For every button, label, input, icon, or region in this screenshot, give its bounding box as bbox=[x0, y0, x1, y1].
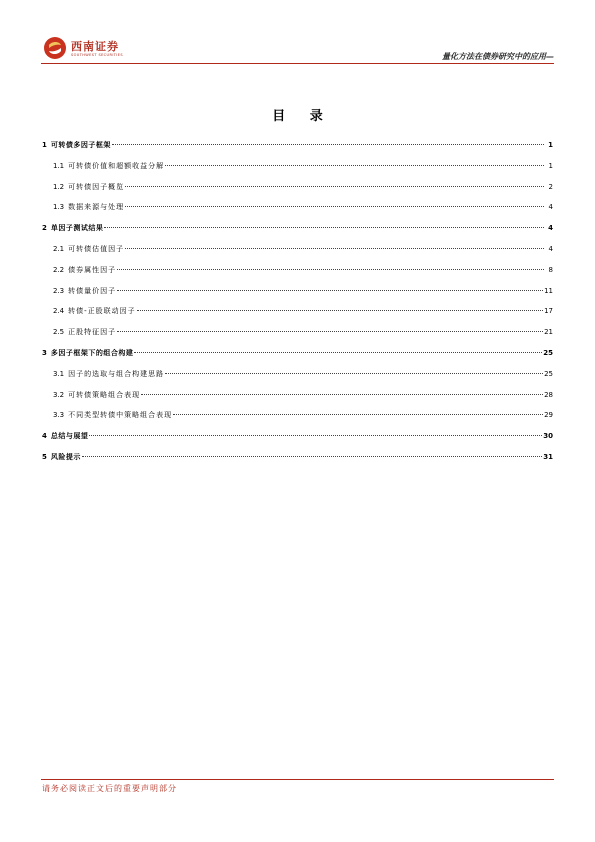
toc-entry-number: 2.1 bbox=[53, 244, 65, 253]
toc-entry-page: 28 bbox=[544, 390, 553, 399]
toc-entry-page: 25 bbox=[544, 369, 553, 378]
toc-entry-label: 数据来源与处理 bbox=[68, 203, 125, 212]
toc-dot-leader bbox=[112, 144, 544, 145]
toc-dot-leader bbox=[104, 227, 544, 228]
toc-entry-page: 4 bbox=[548, 244, 553, 253]
toc-entry-label: 转债量价因子 bbox=[68, 286, 117, 295]
toc-dot-leader bbox=[165, 165, 544, 166]
toc-dot-leader bbox=[117, 269, 544, 270]
toc-dot-leader bbox=[141, 394, 543, 395]
toc-entry-page: 1 bbox=[548, 161, 553, 170]
table-of-contents bbox=[42, 139, 553, 472]
toc-entry-label: 可转债策略组合表现 bbox=[68, 390, 141, 399]
toc-entry-section[interactable] bbox=[42, 409, 553, 430]
toc-entry-section[interactable] bbox=[42, 264, 553, 285]
toc-entry-section[interactable] bbox=[42, 181, 553, 202]
toc-entry-number: 2.2 bbox=[53, 265, 65, 274]
toc-entry-number: 3.3 bbox=[53, 411, 65, 420]
toc-entry-page: 31 bbox=[543, 452, 553, 461]
toc-entry-page: 25 bbox=[543, 348, 553, 357]
toc-dot-leader bbox=[137, 310, 543, 311]
toc-entry-page: 30 bbox=[543, 432, 553, 441]
toc-entry-number: 3.1 bbox=[53, 369, 65, 378]
toc-entry-chapter[interactable] bbox=[42, 139, 553, 160]
toc-entry-label: 可转债因子概览 bbox=[68, 182, 125, 191]
toc-entry-page: 21 bbox=[544, 328, 553, 337]
toc-entry-section[interactable] bbox=[42, 285, 553, 306]
toc-entry-page: 1 bbox=[548, 141, 553, 149]
toc-entry-section[interactable] bbox=[42, 326, 553, 347]
toc-entry-label: 转债-正股联动因子 bbox=[68, 307, 136, 316]
toc-entry-chapter[interactable] bbox=[42, 430, 553, 451]
toc-entry-section[interactable] bbox=[42, 305, 553, 326]
toc-entry-number: 2.4 bbox=[53, 307, 65, 316]
toc-entry-page: 17 bbox=[544, 307, 553, 316]
toc-dot-leader bbox=[117, 290, 543, 291]
toc-entry-label: 正股特征因子 bbox=[68, 328, 117, 337]
footer-disclaimer: 请务必阅读正文后的重要声明部分 bbox=[42, 784, 177, 793]
toc-entry-label: 单因子测试结果 bbox=[50, 224, 104, 233]
toc-entry-label: 风险提示 bbox=[50, 452, 81, 461]
report-title: 量化方法在债券研究中的应用— bbox=[442, 52, 554, 61]
toc-dot-leader bbox=[173, 414, 543, 415]
logo-text-en: SOUTHWEST SECURITIES bbox=[71, 53, 123, 57]
toc-dot-leader bbox=[125, 186, 544, 187]
toc-dot-leader bbox=[82, 456, 542, 457]
toc-entry-chapter[interactable] bbox=[42, 451, 553, 472]
toc-dot-leader bbox=[134, 352, 542, 353]
toc-entry-page: 11 bbox=[544, 286, 553, 295]
toc-entry-number: 2 bbox=[42, 224, 47, 233]
logo-mark-icon bbox=[43, 36, 67, 60]
toc-entry-number: 5 bbox=[42, 452, 47, 461]
toc-entry-label: 可转债多因子框架 bbox=[50, 141, 111, 149]
company-logo bbox=[43, 36, 143, 62]
toc-entry-number: 4 bbox=[42, 432, 47, 441]
toc-entry-section[interactable] bbox=[42, 201, 553, 222]
toc-entry-label: 可转债估值因子 bbox=[68, 244, 125, 253]
toc-dot-leader bbox=[117, 331, 543, 332]
toc-entry-label: 总结与展望 bbox=[50, 432, 89, 441]
logo-text-cn: 西南证券 bbox=[71, 40, 119, 53]
toc-dot-leader bbox=[89, 435, 542, 436]
toc-entry-number: 3 bbox=[42, 348, 47, 357]
toc-entry-number: 1.1 bbox=[53, 161, 65, 170]
toc-entry-label: 债券属性因子 bbox=[68, 265, 117, 274]
header-divider bbox=[41, 63, 554, 64]
toc-entry-number: 1.2 bbox=[53, 182, 65, 191]
toc-entry-number: 1 bbox=[42, 141, 47, 149]
toc-entry-section[interactable] bbox=[42, 243, 553, 264]
toc-entry-number: 2.3 bbox=[53, 286, 65, 295]
toc-entry-number: 1.3 bbox=[53, 203, 65, 212]
toc-entry-section[interactable] bbox=[42, 368, 553, 389]
toc-entry-number: 3.2 bbox=[53, 390, 65, 399]
toc-dot-leader bbox=[125, 248, 544, 249]
toc-entry-section[interactable] bbox=[42, 389, 553, 410]
toc-dot-leader bbox=[125, 206, 544, 207]
toc-entry-page: 4 bbox=[548, 224, 553, 233]
toc-entry-label: 不同类型转债中策略组合表现 bbox=[68, 411, 173, 420]
toc-entry-page: 8 bbox=[548, 265, 553, 274]
toc-heading: 目 录 bbox=[272, 109, 333, 124]
page-header bbox=[41, 34, 554, 68]
toc-entry-chapter[interactable] bbox=[42, 222, 553, 243]
toc-entry-page: 2 bbox=[548, 182, 553, 191]
toc-entry-number: 2.5 bbox=[53, 328, 65, 337]
toc-entry-label: 可转债价值和超额收益分解 bbox=[68, 161, 165, 170]
toc-entry-section[interactable] bbox=[42, 160, 553, 181]
toc-entry-label: 因子的选取与组合构建思路 bbox=[68, 369, 165, 378]
toc-entry-page: 4 bbox=[548, 203, 553, 212]
toc-entry-label: 多因子框架下的组合构建 bbox=[50, 348, 134, 357]
footer-divider bbox=[41, 779, 554, 780]
toc-entry-page: 29 bbox=[544, 411, 553, 420]
toc-dot-leader bbox=[165, 373, 543, 374]
toc-entry-chapter[interactable] bbox=[42, 347, 553, 368]
